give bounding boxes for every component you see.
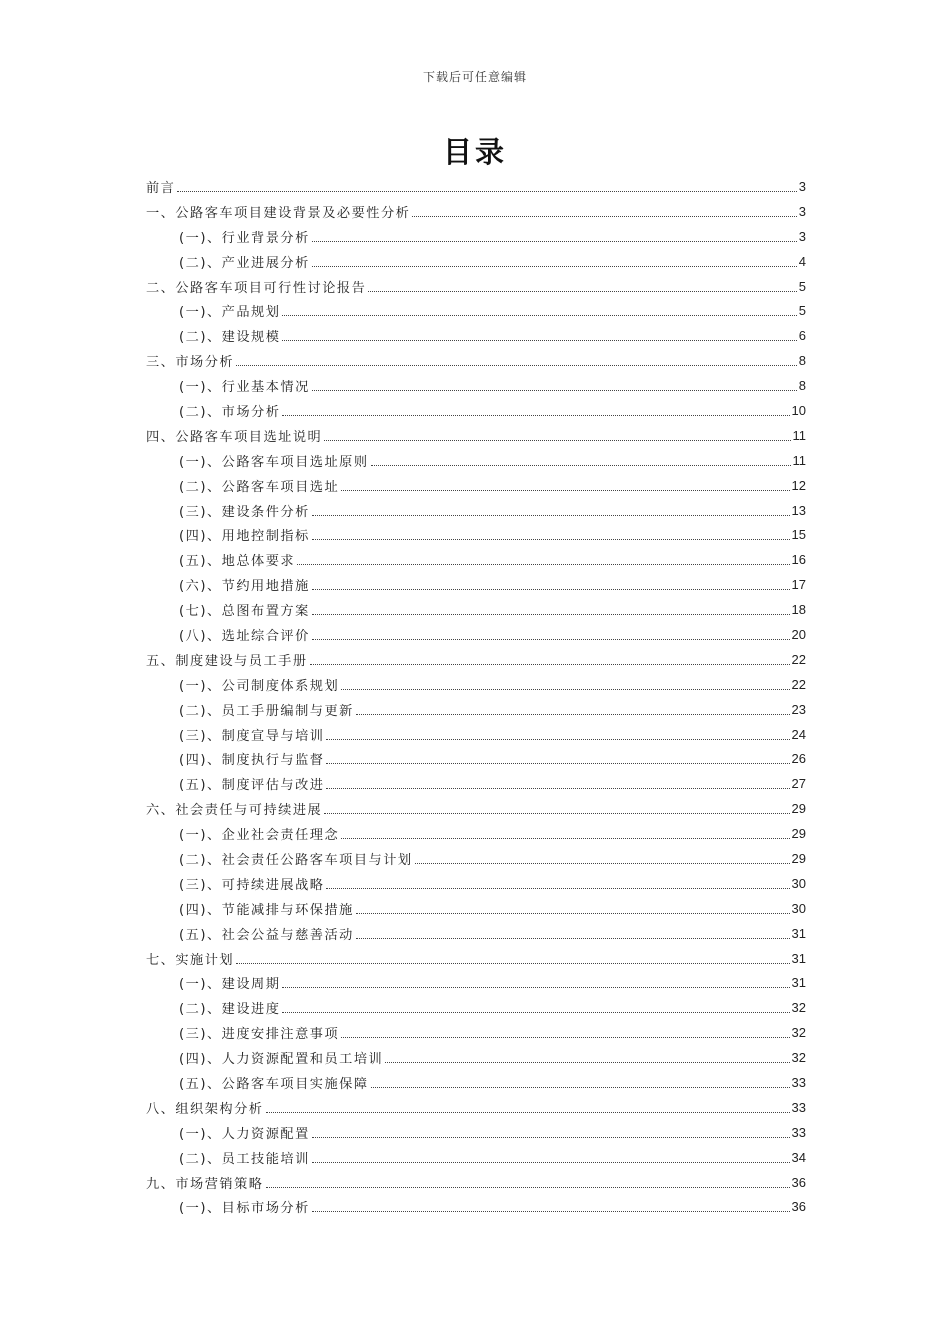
dot-leader bbox=[312, 515, 790, 516]
toc-page-number: 23 bbox=[791, 701, 806, 717]
toc-page-number: 8 bbox=[798, 353, 806, 369]
toc-entry-label: 二、公路客车项目可行性讨论报告 bbox=[146, 280, 367, 296]
toc-subsection-link[interactable] bbox=[146, 871, 806, 896]
toc-subsection-link[interactable] bbox=[146, 448, 806, 473]
dot-leader bbox=[371, 1087, 790, 1088]
dot-leader bbox=[326, 739, 789, 740]
toc-entry-label: (三)、可持续进展战略 bbox=[179, 877, 325, 893]
toc-page-number: 32 bbox=[791, 1025, 806, 1041]
toc-subsection-link[interactable] bbox=[146, 572, 806, 597]
toc-entry-label: 九、市场营销策略 bbox=[146, 1176, 264, 1192]
toc-subsection-link[interactable] bbox=[146, 298, 806, 323]
toc-page-number: 34 bbox=[791, 1149, 806, 1165]
dot-leader bbox=[282, 987, 789, 988]
toc-entry-label: (三)、建设条件分析 bbox=[179, 504, 310, 520]
dot-leader bbox=[312, 589, 790, 590]
toc-subsection-link[interactable] bbox=[146, 597, 806, 622]
toc-subsection-link[interactable] bbox=[146, 921, 806, 946]
toc-section-link[interactable] bbox=[146, 1170, 806, 1195]
toc-entry-label: (五)、社会公益与慈善活动 bbox=[179, 927, 354, 943]
dot-leader bbox=[326, 888, 789, 889]
toc-entry-label: 一、公路客车项目建设背景及必要性分析 bbox=[146, 205, 411, 221]
toc-page-number: 6 bbox=[798, 328, 806, 344]
toc-subsection-link[interactable] bbox=[146, 622, 806, 647]
toc-subsection-link[interactable] bbox=[146, 1120, 806, 1145]
toc-subsection-link[interactable] bbox=[146, 896, 806, 921]
toc-page-number: 30 bbox=[791, 900, 806, 916]
toc-page-number: 11 bbox=[792, 427, 806, 443]
toc-page-number: 3 bbox=[798, 203, 806, 219]
toc-section-link[interactable] bbox=[146, 1095, 806, 1120]
toc-page-number: 26 bbox=[791, 751, 806, 767]
toc-entry-label: (一)、目标市场分析 bbox=[179, 1201, 310, 1217]
toc-title: 目录 bbox=[442, 135, 507, 169]
toc-subsection-link[interactable] bbox=[146, 473, 806, 498]
toc-section-link[interactable] bbox=[146, 796, 806, 821]
toc-page-number: 31 bbox=[791, 950, 806, 966]
toc-section-link[interactable] bbox=[146, 199, 806, 224]
toc-entry-label: (四)、节能减排与环保措施 bbox=[179, 902, 354, 918]
dot-leader bbox=[415, 863, 790, 864]
toc-subsection-link[interactable] bbox=[146, 1195, 806, 1220]
toc-subsection-link[interactable] bbox=[146, 224, 806, 249]
toc-page-number: 36 bbox=[791, 1174, 806, 1190]
toc-subsection-link[interactable] bbox=[146, 971, 806, 996]
dot-leader bbox=[356, 714, 790, 715]
dot-leader bbox=[236, 963, 789, 964]
toc-entry-label: (五)、公路客车项目实施保障 bbox=[179, 1077, 369, 1092]
toc-page-number: 30 bbox=[791, 875, 806, 891]
dot-leader bbox=[312, 539, 790, 540]
toc-page-number: 10 bbox=[791, 402, 806, 418]
dot-leader bbox=[282, 1012, 789, 1013]
dot-leader bbox=[312, 1162, 790, 1163]
toc-subsection-link[interactable] bbox=[146, 547, 806, 572]
dot-leader bbox=[312, 1211, 790, 1212]
toc-subsection-link[interactable] bbox=[146, 846, 806, 871]
toc-entry-label: (六)、节约用地措施 bbox=[179, 579, 310, 595]
dot-leader bbox=[385, 1062, 789, 1063]
dot-leader bbox=[297, 564, 789, 565]
toc-entry-label: (一)、人力资源配置 bbox=[179, 1126, 310, 1142]
toc-entry-label: (四)、用地控制指标 bbox=[179, 529, 310, 545]
dot-leader bbox=[282, 340, 796, 341]
toc-entry-label: 七、实施计划 bbox=[146, 952, 235, 968]
toc-page-number: 4 bbox=[798, 253, 806, 269]
toc-subsection-link[interactable] bbox=[146, 398, 806, 423]
toc-page-number: 32 bbox=[791, 1000, 806, 1016]
header-note: 下载后可任意编辑 bbox=[422, 70, 527, 84]
toc-page-number: 22 bbox=[791, 676, 806, 692]
toc-page-number: 3 bbox=[798, 178, 806, 194]
toc-page-number: 15 bbox=[791, 527, 806, 543]
dot-leader bbox=[312, 1137, 790, 1138]
toc-entry-label: 四、公路客车项目选址说明 bbox=[146, 429, 323, 445]
toc-page-number: 17 bbox=[791, 577, 806, 593]
toc-subsection-link[interactable] bbox=[146, 1070, 806, 1095]
toc-entry-label: (二)、产业进展分析 bbox=[179, 255, 310, 271]
toc-entry-label: (二)、建设规模 bbox=[179, 330, 281, 346]
dot-leader bbox=[341, 1037, 789, 1038]
toc-subsection-link[interactable] bbox=[146, 249, 806, 274]
toc-page-number: 29 bbox=[791, 826, 806, 842]
dot-leader bbox=[326, 763, 789, 764]
toc-entry-label: (一)、公司制度体系规划 bbox=[179, 678, 340, 694]
toc-page-number: 16 bbox=[791, 552, 806, 568]
toc-section-link[interactable] bbox=[146, 274, 806, 299]
toc-page-number: 5 bbox=[798, 303, 806, 319]
toc-entry-label: (三)、制度宣导与培训 bbox=[179, 728, 325, 744]
toc-section-link[interactable] bbox=[146, 647, 806, 672]
toc-page-number: 27 bbox=[791, 776, 806, 792]
dot-leader bbox=[356, 913, 790, 914]
toc-entry-label: (八)、选址综合评价 bbox=[179, 628, 310, 644]
toc-entry-label: (二)、公路客车项目选址 bbox=[179, 479, 340, 495]
toc-page-number: 32 bbox=[791, 1050, 806, 1066]
toc-subsection-link[interactable] bbox=[146, 672, 806, 697]
toc-entry-label: (一)、行业基本情况 bbox=[179, 380, 310, 396]
dot-leader bbox=[236, 365, 797, 366]
toc-page-number: 13 bbox=[791, 502, 806, 518]
toc-page-number: 33 bbox=[791, 1099, 806, 1115]
dot-leader bbox=[341, 838, 789, 839]
dot-leader bbox=[341, 689, 789, 690]
toc-page-number: 29 bbox=[791, 801, 806, 817]
toc-page-number: 33 bbox=[791, 1075, 806, 1090]
toc-entry-label: (五)、地总体要求 bbox=[179, 554, 296, 570]
toc-entry-label: (二)、员工手册编制与更新 bbox=[179, 703, 354, 719]
toc-entry-label: (四)、人力资源配置和员工培训 bbox=[179, 1052, 384, 1068]
toc-subsection-link[interactable] bbox=[146, 1020, 806, 1045]
table-of-contents bbox=[146, 174, 806, 1219]
toc-entry-label: 六、社会责任与可持续进展 bbox=[146, 803, 323, 819]
toc-entry-label: 前言 bbox=[146, 180, 176, 196]
dot-leader bbox=[266, 1112, 790, 1113]
toc-subsection-link[interactable] bbox=[146, 995, 806, 1020]
dot-leader bbox=[310, 664, 790, 665]
toc-page-number: 31 bbox=[791, 975, 806, 991]
toc-subsection-link[interactable] bbox=[146, 498, 806, 523]
toc-page-number: 3 bbox=[798, 228, 806, 244]
toc-section-link[interactable] bbox=[146, 423, 806, 448]
toc-subsection-link[interactable] bbox=[146, 1145, 806, 1170]
toc-subsection-link[interactable] bbox=[146, 373, 806, 398]
toc-section-link[interactable] bbox=[146, 174, 806, 199]
toc-entry-label: (二)、市场分析 bbox=[179, 404, 281, 420]
dot-leader bbox=[312, 639, 790, 640]
dot-leader bbox=[282, 315, 796, 316]
dot-leader bbox=[412, 216, 796, 217]
dot-leader bbox=[312, 241, 797, 242]
toc-page-number: 22 bbox=[791, 651, 806, 667]
toc-entry-label: (一)、企业社会责任理念 bbox=[179, 828, 340, 844]
toc-subsection-link[interactable] bbox=[146, 722, 806, 747]
toc-entry-label: 八、组织架构分析 bbox=[146, 1101, 264, 1117]
toc-entry-label: (一)、公路客车项目选址原则 bbox=[179, 454, 369, 470]
toc-entry-label: (四)、制度执行与监督 bbox=[179, 753, 325, 769]
toc-subsection-link[interactable] bbox=[146, 1045, 806, 1070]
toc-page-number: 8 bbox=[798, 378, 806, 394]
toc-entry-label: (二)、建设进度 bbox=[179, 1002, 281, 1018]
toc-subsection-link[interactable] bbox=[146, 746, 806, 771]
dot-leader bbox=[266, 1187, 790, 1188]
toc-page-number: 12 bbox=[791, 477, 806, 493]
toc-subsection-link[interactable] bbox=[146, 771, 806, 796]
toc-page-number: 31 bbox=[791, 925, 806, 941]
dot-leader bbox=[312, 614, 790, 615]
toc-entry-label: (三)、进度安排注意事项 bbox=[179, 1027, 340, 1043]
toc-section-link[interactable] bbox=[146, 348, 806, 373]
toc-entry-label: (一)、产品规划 bbox=[179, 305, 281, 321]
toc-entry-label: (一)、行业背景分析 bbox=[179, 230, 310, 246]
dot-leader bbox=[312, 266, 797, 267]
toc-page-number: 20 bbox=[791, 626, 806, 642]
toc-page-number: 36 bbox=[791, 1199, 806, 1215]
dot-leader bbox=[324, 440, 790, 441]
toc-page-number: 24 bbox=[791, 726, 806, 742]
toc-page-number: 29 bbox=[791, 850, 806, 866]
dot-leader bbox=[341, 490, 789, 491]
toc-subsection-link[interactable] bbox=[146, 697, 806, 722]
toc-subsection-link[interactable] bbox=[146, 522, 806, 547]
toc-page-number: 33 bbox=[791, 1124, 806, 1140]
dot-leader bbox=[371, 465, 791, 466]
toc-entry-label: 三、市场分析 bbox=[146, 355, 235, 371]
dot-leader bbox=[368, 291, 796, 292]
toc-entry-label: (七)、总图布置方案 bbox=[179, 604, 310, 620]
dot-leader bbox=[312, 390, 797, 391]
toc-entry-label: 五、制度建设与员工手册 bbox=[146, 653, 308, 669]
toc-entry-label: (二)、员工技能培训 bbox=[179, 1151, 310, 1167]
dot-leader bbox=[356, 938, 790, 939]
toc-entry-label: (二)、社会责任公路客车项目与计划 bbox=[179, 852, 413, 868]
toc-page-number: 18 bbox=[791, 602, 806, 618]
toc-page-number: 11 bbox=[792, 452, 806, 468]
toc-subsection-link[interactable] bbox=[146, 323, 806, 348]
toc-entry-label: (一)、建设周期 bbox=[179, 977, 281, 993]
dot-leader bbox=[177, 191, 796, 192]
toc-section-link[interactable] bbox=[146, 946, 806, 971]
dot-leader bbox=[282, 415, 789, 416]
toc-entry-label: (五)、制度评估与改进 bbox=[179, 778, 325, 794]
dot-leader bbox=[326, 788, 789, 789]
toc-page-number: 5 bbox=[798, 278, 806, 294]
toc-subsection-link[interactable] bbox=[146, 821, 806, 846]
dot-leader bbox=[324, 813, 789, 814]
